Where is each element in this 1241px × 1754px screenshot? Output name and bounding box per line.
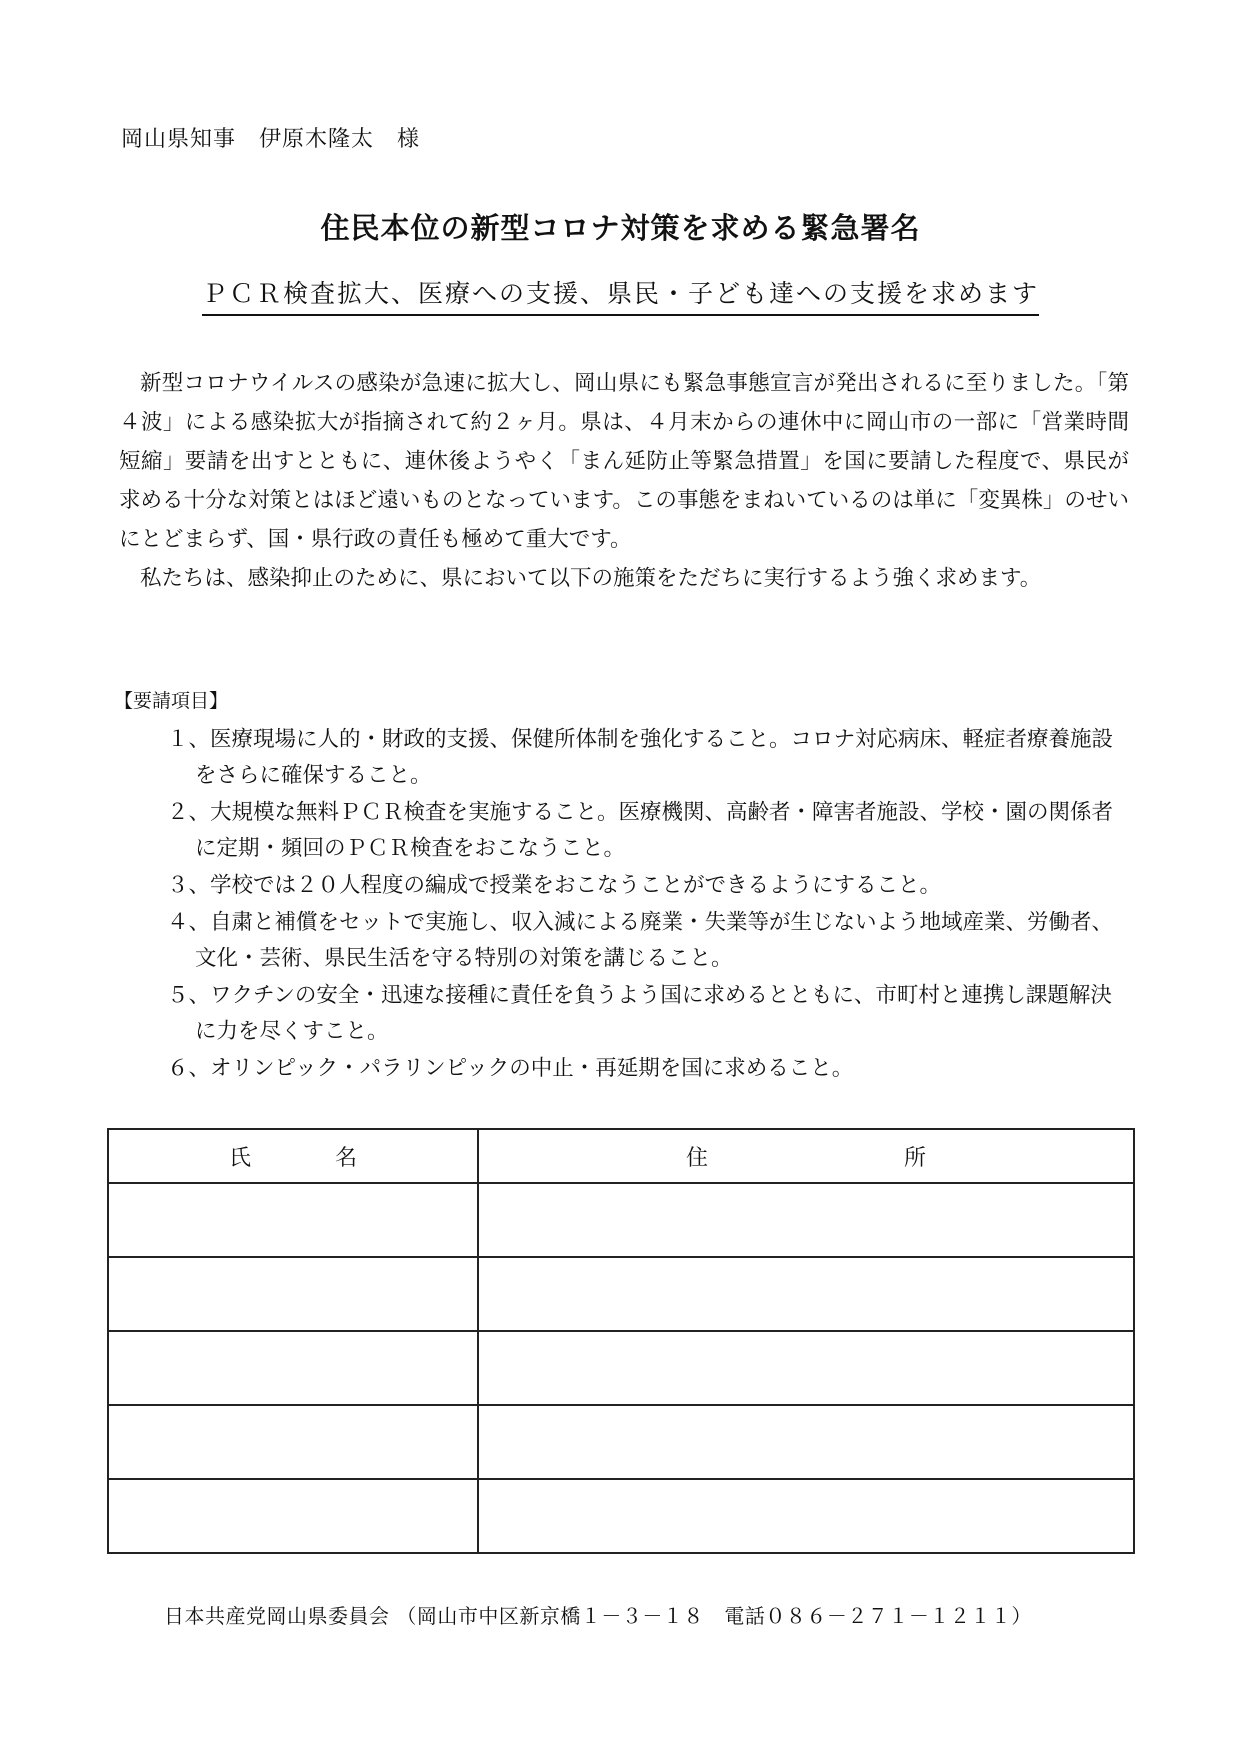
header-char: 氏	[228, 1145, 251, 1171]
table-row	[108, 1479, 1134, 1553]
requests-list	[167, 722, 1132, 1088]
intro-paragraph: 新型コロナウイルスの感染が急速に拡大し、岡山県にも緊急事態宣言が発出されるに至りました。「第４波」による感染拡大が指摘されて約２ヶ月。県は、４月末からの連休中に岡山市の一部に「営業時間短縮」要請を出すとともに、連休後ようやく「まん延防止等緊急措置」を国に要請した程度で、県民が求める十分な対策とはほど遠いものとなっています。この事態をまねいているのは単に「変異株」のせいにとどまらず、国・県行政の責任も極めて重大です。	[119, 371, 1129, 552]
request-item: １、医療現場に人的・財政的支援、保健所体制を強化すること。コロナ対応病床、軽症者療養施設をさらに確保すること。	[167, 727, 1114, 788]
header-char: 所	[904, 1145, 927, 1171]
name-cell[interactable]	[108, 1331, 478, 1405]
table-row	[108, 1183, 1134, 1257]
name-column-header	[108, 1129, 478, 1183]
address-cell[interactable]	[478, 1479, 1134, 1553]
name-cell[interactable]	[108, 1405, 478, 1479]
address-cell[interactable]	[478, 1257, 1134, 1331]
header-char: 名	[335, 1145, 358, 1171]
signature-table	[107, 1128, 1135, 1554]
request-item: ２、大規模な無料ＰＣＲ検査を実施すること。医療機関、高齢者・障害者施設、学校・園の関係者に定期・頻回のＰＣＲ検査をおこなうこと。	[167, 800, 1114, 861]
name-cell[interactable]	[108, 1183, 478, 1257]
subtitle-container	[0, 274, 1241, 316]
table-header-row	[108, 1129, 1134, 1183]
name-cell[interactable]	[108, 1479, 478, 1553]
page-title: 住民本位の新型コロナ対策を求める緊急署名	[320, 211, 921, 245]
intro-body	[119, 364, 1129, 598]
header-char: 住	[685, 1145, 708, 1171]
address-cell[interactable]	[478, 1405, 1134, 1479]
subtitle: ＰＣＲ検査拡大、医療への支援、県民・子ども達への支援を求めます	[202, 274, 1039, 316]
requests-heading: 【要請項目】	[114, 690, 229, 712]
address-column-header	[478, 1129, 1134, 1183]
table-row	[108, 1331, 1134, 1405]
table-row	[108, 1257, 1134, 1331]
address-cell[interactable]	[478, 1183, 1134, 1257]
name-cell[interactable]	[108, 1257, 478, 1331]
table-row	[108, 1405, 1134, 1479]
addressee: 岡山県知事 伊原木隆太 様	[121, 127, 421, 152]
request-item: ３、学校では２０人程度の編成で授業をおこなうことができるようにすること。	[167, 873, 942, 898]
request-item: ６、オリンピック・パラリンピックの中止・再延期を国に求めること。	[167, 1056, 854, 1081]
request-item: ４、自粛と補償をセットで実施し、収入減による廃業・失業等が生じないよう地域産業、労働者、文化・芸術、県民生活を守る特別の対策を講じること。	[167, 910, 1114, 971]
intro-paragraph: 私たちは、感染抑止のために、県において以下の施策をただちに実行するよう強く求めます。	[140, 566, 1042, 591]
address-cell[interactable]	[478, 1331, 1134, 1405]
request-item: ５、ワクチンの安全・迅速な接種に責任を負うよう国に求めるとともに、市町村と連携し課題解決に力を尽くすこと。	[167, 983, 1112, 1044]
footer-contact: 日本共産党岡山県委員会 （岡山市中区新京橋１－３－１８ 電話０８６－２７１－１２１１）	[164, 1604, 1032, 1628]
